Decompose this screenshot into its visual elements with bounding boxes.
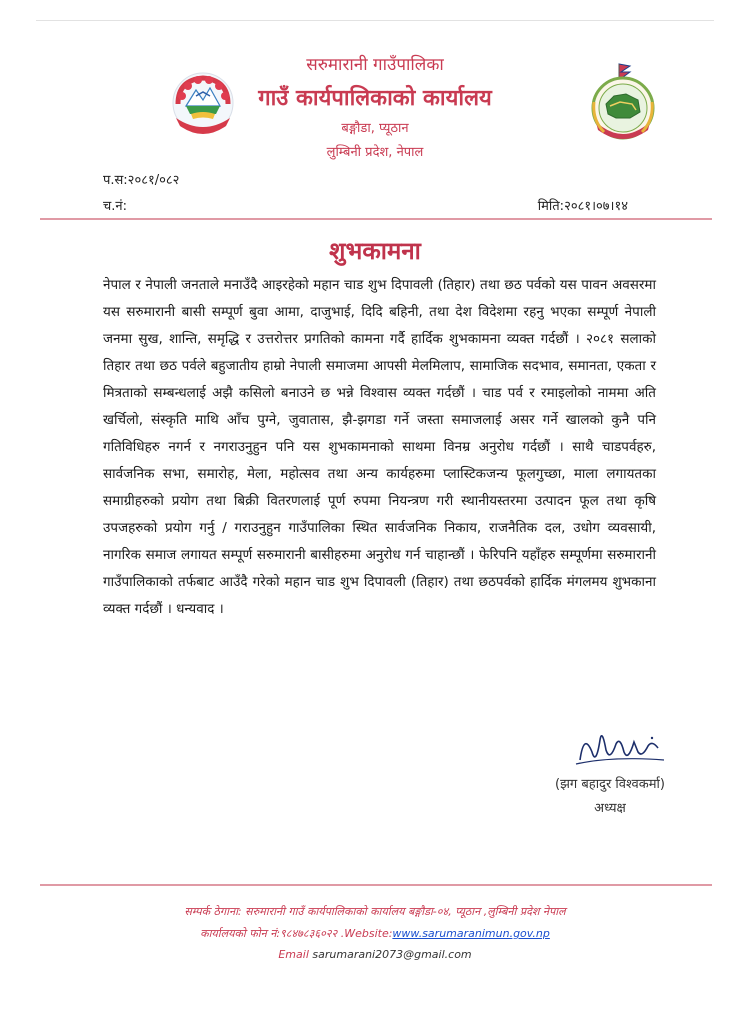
- letter-heading: शुभकामना: [329, 237, 421, 265]
- footer-phone: कार्यालयको फोन नं:९८४७८३६०२२ .Website:: [200, 927, 393, 940]
- footer-phone-website: [0, 926, 750, 941]
- office-name: गाउँ कार्यपालिकाको कार्यालय: [258, 86, 492, 111]
- footer-contact-address: सम्पर्क ठेगाना: सरुमारानी गाउँ कार्यपालिकाको कार्यालय बङ्गौडा-०४, प्यूठान ,लुम्बिनी प्रदेश नेपाल: [184, 905, 566, 918]
- letter-body: नेपाल र नेपाली जनताले मनाउँदै आइरहेको महान चाड शुभ दिपावली (तिहार) तथा छठ पर्वको यस पावन अवसरमा यस सरुमारानी बासी सम्पूर्ण बुवा आमा, दाजुभाई, दिदि बहिनी, तथा देश विदेशमा रहनु भएका सम्पूर्ण नेपाली जनमा सुख, शान्ति, समृद्धि र उत्तरोत्तर प्रगतिको कामना गर्दै हार्दिक शुभकामना व्यक्त गर्दछौं । २०८१ सलाको तिहार तथा छठ पर्वले बहुजातीय हाम्रो नेपाली समाजमा आपसी मेलमिलाप, सामाजिक सदभाव, समानता, एकता र मित्रताको सम्बन्धलाई अझै कसिलो बनाउने छ भन्ने विश्वास व्यक्त गर्दछौं । चाड पर्व र रमाइलोको नाममा अति खर्चिलो, संस्कृति माथि आँच पुग्ने, जुवातास, झै-झगडा गर्ने जस्ता समाजलाई असर गर्ने खालको कुनै पनि गतिविधिहरु नगर्न र नगराउनुहुन पनि यस शुभकामनाको साथमा विनम्र अनुरोध गर्दछौं । साथै चाडपर्वहरु, सार्वजनिक सभा, समारोह, मेला, महोत्सव तथा अन्य कार्यहरुमा प्लास्टिकजन्य फूलगुच्छा, माला लगायतका समाग्रीहरुको प्रयोग तथा बिक्री वितरणलाई पूर्ण रुपमा नियन्त्रण गरी स्थानीयस्तरमा उत्पादन फूल तथा कृषि उपजहरुको प्रयोग गर्नु / गराउनुहुन गाउँपालिका स्थित सार्वजनिक निकाय, राजनैतिक दल, उधोग व्यवसायी, नागरिक समाज लगायत सम्पूर्ण सरुमारानी बासीहरुमा अनुरोध गर्न चाहान्छौं । फेरिपनि यहाँहरु सम्पूर्णमा सरुमारानी गाउँपालिकाको तर्फबाट आउँदै गरेको महान चाड शुभ दिपावली (तिहार) तथा छठपर्वको हार्दिक मंगलमय शुभकाना व्यक्त गर्दछौं । धन्यवाद ।: [103, 277, 656, 617]
- email-label: Email: [278, 948, 309, 961]
- org-name: सरुमारानी गाउँपालिका: [306, 55, 444, 75]
- signatory-title: अध्यक्ष: [594, 801, 626, 816]
- handwritten-signature: [572, 722, 672, 776]
- dispatch-number: च.नं:: [103, 199, 127, 214]
- address-line-2: लुम्बिनी प्रदेश, नेपाल: [326, 145, 424, 160]
- address-line-1: बङ्गौडा, प्यूठान: [341, 121, 409, 136]
- reference-number: प.स:२०८१/०८२: [103, 173, 180, 188]
- letter-date: मिति:२०८१।०७।१४: [537, 199, 628, 214]
- signatory-name: (झग बहादुर विश्वकर्मा): [555, 777, 665, 792]
- header-divider: [40, 218, 712, 220]
- footer-divider: [40, 884, 712, 886]
- top-edge-rule: [36, 20, 714, 21]
- email-address[interactable]: sarumarani2073@gmail.com: [312, 948, 472, 961]
- footer-email: [0, 948, 750, 961]
- website-link[interactable]: www.sarumaranimun.gov.np: [392, 927, 550, 940]
